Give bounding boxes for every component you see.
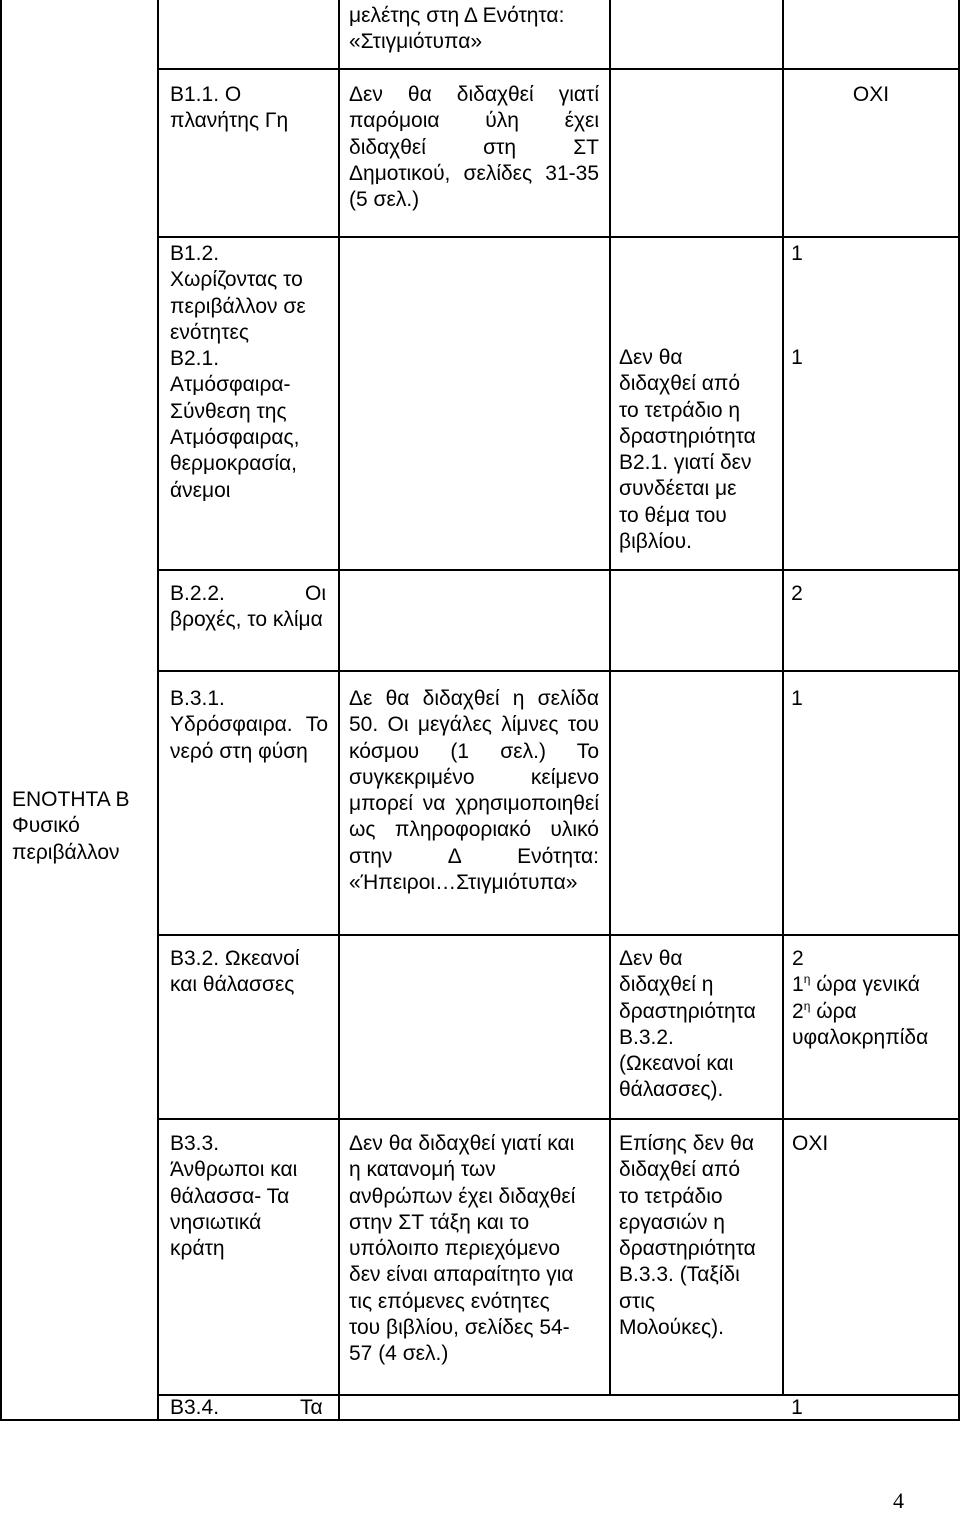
cell-row1-hours: ΟΧΙ <box>852 83 890 106</box>
unit-title: ΕΝΟΤΗΤΑ Β Φυσικό περιβάλλον <box>12 788 130 864</box>
cell-row1-description: Δεν θα διδαχθεί γιατί παρόμοια ύλη έχει διδαχθεί στη ΣΤ Δημοτικού, σελίδες 31-35 (5 σελ.) <box>349 83 599 212</box>
cell-row6-description: Δεν θα διδαχθεί γιατί και η κατανομή των ανθρώπων έχει διδαχθεί στην ΣΤ τάξη και το υπόλοιπο περιεχόμενο δεν είναι απαραίτητο για τις επόμενες ενότητες του βιβλίου, σελίδες 54- 57 (4 σελ.) <box>349 1132 576 1366</box>
cell-row2-section: Β1.2. Χωρίζοντας το περιβάλλον σε ενότητες Β2.1. Ατμόσφαιρα- Σύνθεση της Ατμόσφαιρας, θερμοκρασία, άνεμοι <box>170 242 306 502</box>
cell-row4-section: Β.3.1. Υδρόσφαιρα. Το νερό στη φύση <box>170 687 328 763</box>
hours-total: 2 <box>792 947 804 970</box>
cell-row3-section: Β.2.2. Οι βροχές, το κλίμα <box>170 582 326 632</box>
cell-row4-hours: 1 <box>791 687 803 710</box>
cell-row5-activity-note: Δεν θα διδαχθεί η δραστηριότητα Β.3.2. (Ωκεανοί και θάλασσες). <box>619 947 756 1102</box>
cell-row2-hours-a: 1 <box>791 242 803 265</box>
cell-row5-section: Β3.2. Ωκεανοί και θάλασσες <box>170 947 300 997</box>
page-number: 4 <box>893 1488 904 1513</box>
cell-row6-activity-note: Επίσης δεν θα διδαχθεί από το τετράδιο εργασιών η δραστηριότητα Β.3.3. (Ταξίδι στις Μολούκες). <box>619 1132 756 1340</box>
cell-row7-hours: 1 <box>791 1396 803 1419</box>
hours-line-3: υφαλοκρηπίδα <box>792 1025 929 1049</box>
hours-line-2: $2^\eta$ ώρα <box>792 998 857 1023</box>
cell-row5-hours <box>792 946 958 1051</box>
cell-row6-hours: ΟΧΙ <box>792 1132 829 1155</box>
cell-row1-section: Β1.1. Ο πλανήτης Γη <box>170 83 289 133</box>
cell-row6-section: Β3.3. Άνθρωποι και θάλασσα- Τα νησιωτικά κράτη <box>170 1132 298 1261</box>
cell-row7-section-b: Τα <box>300 1396 323 1419</box>
cell-row3-hours: 2 <box>791 582 803 605</box>
cell-row7-section-a: Β3.4. <box>170 1396 220 1419</box>
hours-line-1: $1^\eta$ ώρα γενικά <box>792 972 920 997</box>
cell-row0-description: μελέτης στη Δ Ενότητα: «Στιγμιότυπα» <box>349 4 565 54</box>
cell-row2-activity-note: Δεν θα διδαχθεί από το τετράδιο η δραστηριότητα Β2.1. γιατί δεν συνδέεται με το θέμα του βιβλίου. <box>619 346 756 554</box>
cell-row4-description: Δε θα διδαχθεί η σελίδα 50. Οι μεγάλες λίμνες του κόσμου (1 σελ.) Το συγκεκριμένο κείμενο μπορεί να χρησιμοποιηθεί ως πληροφοριακό υλικό στην Δ Ενότητα: «Ήπειροι…Στιγμιότυπα» <box>349 687 599 895</box>
cell-row2-hours-b: 1 <box>791 346 803 369</box>
